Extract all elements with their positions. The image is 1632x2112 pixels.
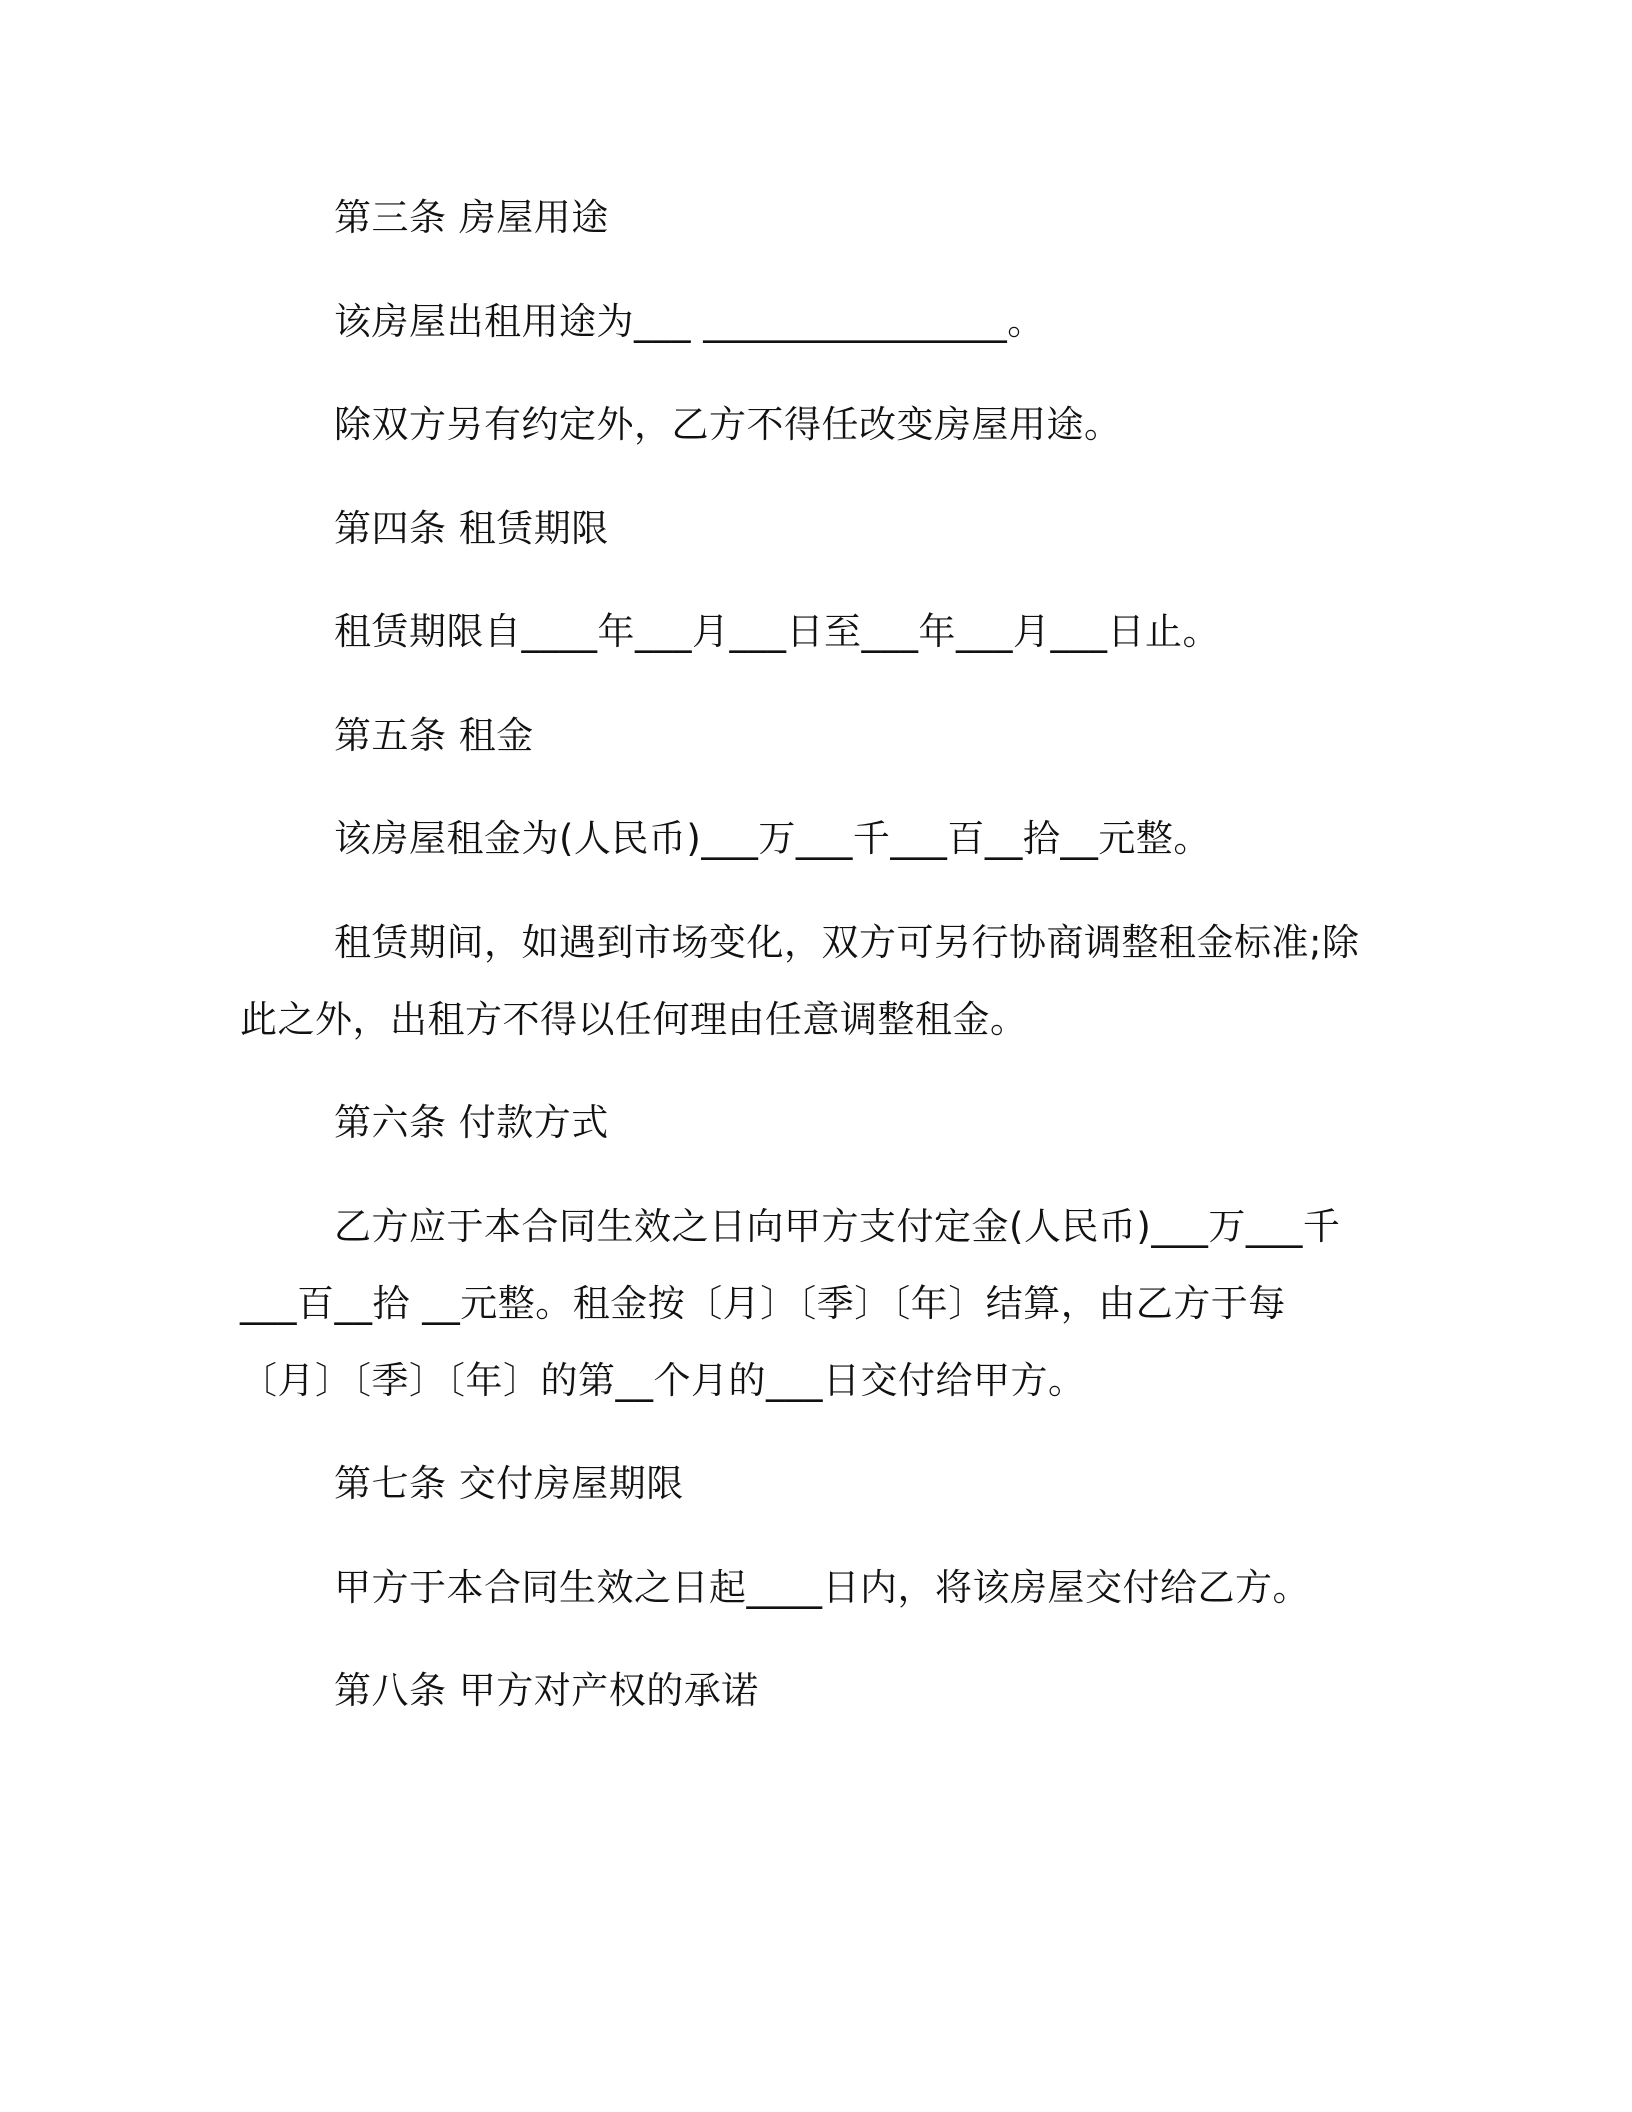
article-3-heading: 第三条 房屋用途 bbox=[334, 196, 609, 239]
article-3-usage-line: 该房屋出租用途为___ ________________。 bbox=[334, 300, 1045, 343]
article-6-payment-line-3: 〔月〕〔季〕〔年〕的第__个月的___日交付给甲方。 bbox=[240, 1359, 1086, 1402]
article-4-heading: 第四条 租赁期限 bbox=[334, 507, 609, 550]
article-5-adjust-line-2: 此之外，出租方不得以任何理由任意调整租金。 bbox=[240, 998, 1028, 1041]
article-6-payment-line-1: 乙方应于本合同生效之日向甲方支付定金(人民币)___万___千 bbox=[334, 1205, 1341, 1248]
article-7-delivery-line: 甲方于本合同生效之日起____日内，将该房屋交付给乙方。 bbox=[334, 1566, 1310, 1609]
article-5-adjust-line-1: 租赁期间，如遇到市场变化，双方可另行协商调整租金标准;除 bbox=[334, 921, 1360, 964]
article-6-heading: 第六条 付款方式 bbox=[334, 1101, 609, 1144]
article-7-heading: 第七条 交付房屋期限 bbox=[334, 1462, 684, 1505]
article-5-rent-line: 该房屋租金为(人民币)___万___千___百__拾__元整。 bbox=[334, 817, 1211, 860]
article-4-term-line: 租赁期限自____年___月___日至___年___月___日止。 bbox=[334, 610, 1220, 653]
article-8-heading: 第八条 甲方对产权的承诺 bbox=[334, 1669, 759, 1712]
article-3-restriction-line: 除双方另有约定外，乙方不得任改变房屋用途。 bbox=[334, 403, 1122, 446]
article-5-heading: 第五条 租金 bbox=[334, 714, 534, 757]
article-6-payment-line-2: ___百__拾 __元整。租金按〔月〕〔季〕〔年〕结算，由乙方于每 bbox=[240, 1282, 1286, 1325]
